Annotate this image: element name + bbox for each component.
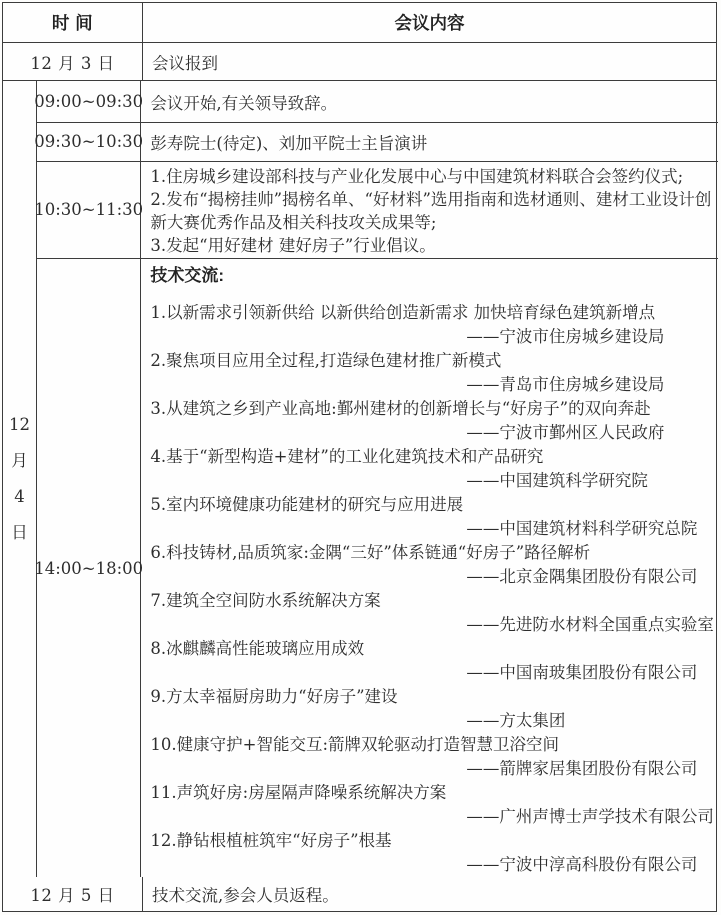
session-time-cell: 14:00~18:00 bbox=[37, 259, 141, 877]
agenda-topic: 7.建筑全空间防水系统解决方案 bbox=[150, 591, 381, 611]
agenda-topic: 10.健康守护+智能交互:箭牌双轮驱动打造智慧卫浴空间 bbox=[150, 735, 560, 755]
dec3-content-cell: 会议报到 bbox=[152, 53, 218, 73]
header-row bbox=[3, 3, 716, 42]
session-row bbox=[34, 161, 718, 259]
agenda-topic: 8.冰麒麟高性能玻璃应用成效 bbox=[150, 639, 365, 659]
dec4-sessions bbox=[34, 81, 718, 877]
agenda-topic: 5.室内环境健康功能建材的研究与应用进展 bbox=[150, 495, 464, 515]
agenda-topic: 4.基于“新型构造+建材”的工业化建筑技术和产品研究 bbox=[150, 447, 544, 467]
agenda-topic: 1.以新需求引领新供给 以新供给创造新需求 加快培育绿色建筑新增点 bbox=[150, 303, 656, 323]
agenda-item bbox=[150, 829, 714, 877]
agenda-item bbox=[150, 781, 714, 829]
agenda-org: ——宁波市住房城乡建设局 bbox=[466, 327, 665, 347]
agenda-line: 1.住房城乡建设部科技与产业化发展中心与中国建筑材料联合会签约仪式; bbox=[150, 166, 684, 186]
agenda-topic: 9.方太幸福厨房助力“好房子”建设 bbox=[150, 687, 398, 707]
agenda-topic: 11.声筑好房:房屋隔声降噪系统解决方案 bbox=[150, 783, 447, 803]
agenda-org: ——中国建筑材料科学研究总院 bbox=[466, 519, 698, 539]
session-content-cell bbox=[141, 162, 718, 259]
agenda-item bbox=[150, 637, 714, 685]
session-time-cell: 09:00~09:30 bbox=[37, 81, 141, 122]
agenda-org: ——中国南玻集团股份有限公司 bbox=[466, 663, 698, 683]
dec5-content-cell: 技术交流,参会人员返程。 bbox=[152, 886, 339, 906]
agenda-item bbox=[150, 397, 714, 445]
date-char: 4 bbox=[14, 487, 25, 507]
session-time-cell: 09:30~10:30 bbox=[37, 123, 141, 161]
date-char: 月 bbox=[11, 451, 28, 471]
row-dec5 bbox=[3, 877, 716, 911]
agenda-line: 2.发布“揭榜挂帅”揭榜名单、“好材料”选用指南和选材通则、建材工业设计创新大赛优秀作品及相关科技攻关成果等; bbox=[150, 189, 712, 232]
row-dec3 bbox=[3, 42, 716, 80]
agenda-topic: 6.科技铸材,品质筑家:金隅“三好”体系链通“好房子”路径解析 bbox=[150, 543, 591, 563]
time-column-header: 时 间 bbox=[3, 3, 143, 42]
session-row bbox=[34, 258, 718, 877]
agenda-org: ——青岛市住房城乡建设局 bbox=[466, 375, 665, 395]
agenda-item bbox=[150, 541, 714, 589]
agenda-item bbox=[150, 733, 714, 781]
schedule-table bbox=[2, 2, 717, 912]
date-char: 12 bbox=[9, 415, 30, 435]
agenda-topic: 12.静钻根植桩筑牢“好房子”根基 bbox=[150, 831, 392, 851]
session-content-cell bbox=[141, 259, 718, 877]
agenda-item bbox=[150, 493, 714, 541]
session-time-cell: 10:30~11:30 bbox=[37, 162, 141, 259]
agenda-item bbox=[150, 301, 714, 349]
agenda-org: ——北京金隅集团股份有限公司 bbox=[466, 567, 698, 587]
agenda-org: ——中国建筑科学研究院 bbox=[466, 471, 648, 491]
agenda-org: ——宁波市鄞州区人民政府 bbox=[466, 423, 665, 443]
dec3-date-cell: 12 月 3 日 bbox=[3, 43, 143, 80]
session-content-cell: 彭寿院士(待定)、刘加平院士主旨演讲 bbox=[150, 133, 428, 153]
agenda-topic: 2.聚焦项目应用全过程,打造绿色建材推广新模式 bbox=[150, 351, 502, 371]
agenda-line: 3.发起“用好建材 建好房子”行业倡议。 bbox=[150, 235, 436, 255]
session-row bbox=[34, 122, 718, 161]
agenda-title: 技术交流: bbox=[150, 266, 225, 286]
date-char: 日 bbox=[11, 523, 28, 543]
session-content-cell: 会议开始,有关领导致辞。 bbox=[150, 93, 338, 113]
content-column-header: 会议内容 bbox=[394, 13, 465, 33]
agenda-org: ——先进防水材料全国重点实验室 bbox=[466, 615, 714, 635]
agenda-topic: 3.从建筑之乡到产业高地:鄞州建材的创新增长与“好房子”的双向奔赴 bbox=[150, 399, 651, 419]
agenda-item bbox=[150, 349, 714, 397]
dec4-section bbox=[3, 80, 716, 877]
dec4-vertical-date-cell bbox=[3, 81, 37, 877]
dec5-date-cell: 12 月 5 日 bbox=[3, 877, 143, 911]
agenda-org: ——广州声博士声学技术有限公司 bbox=[466, 807, 714, 827]
agenda-item bbox=[150, 589, 714, 637]
agenda-item bbox=[150, 685, 714, 733]
agenda-item bbox=[150, 445, 714, 493]
agenda-org: ——宁波中淳高科股份有限公司 bbox=[466, 855, 698, 875]
session-row bbox=[34, 81, 718, 122]
agenda-org: ——箭牌家居集团股份有限公司 bbox=[466, 759, 698, 779]
agenda-org: ——方太集团 bbox=[466, 711, 566, 731]
